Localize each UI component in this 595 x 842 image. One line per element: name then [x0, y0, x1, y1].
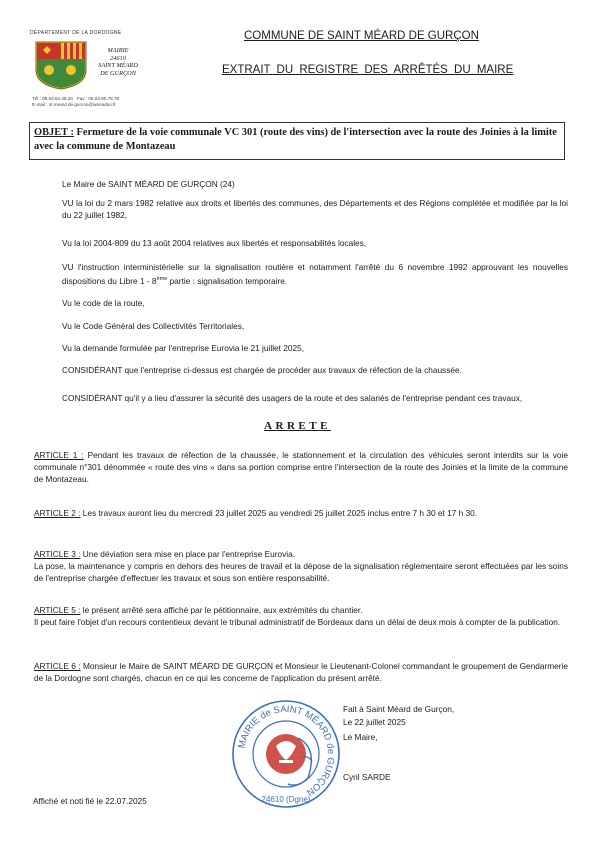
contact-info	[32, 96, 119, 108]
visa-paragraph: Vu le code de la route,	[62, 298, 145, 308]
article-label: ARTICLE 1 :	[34, 450, 84, 460]
article-text: La pose, la maintenance y compris en dehors des heures de travail et la dépose de la signalisation réglementaire seront effectuées par les soins de l'entreprise chargée d'effectuer les travaux et sous son entière responsabilité.	[34, 561, 568, 583]
visa-paragraph: Vu la demande formulée par l'entreprise Eurovia le 21 juillet 2025,	[62, 343, 305, 353]
article-text: Pendant les travaux de réfection de la chaussée, le stationnement et la circulation des véhicules seront interdits sur la voie communale n°301 dénommée « route des vins » dans sa portion comprise entre l'intersection de la route des Joinies et la limite de la commune de Montazeau.	[34, 450, 568, 484]
visa-text: partie : signalisation temporaire.	[167, 275, 288, 286]
signatory-name: Cyril SARDE	[343, 772, 391, 782]
subject-text: Fermeture de la voie communale VC 301 (route des vins) de l'intersection avec la route des Joinies à la limite avec la commune de Montazeau	[34, 127, 557, 152]
registry-extract-title: EXTRAIT DU REGISTRE DES ARRÊTÉS DU MAIRE	[222, 64, 514, 76]
article-5	[34, 604, 568, 628]
article-label: ARTICLE 3 :	[34, 549, 81, 559]
posting-notice: Affiché et noti fié le 22.07.2025	[33, 796, 147, 806]
signature-date: Le 22 juillet 2025	[343, 717, 406, 727]
considering-paragraph: CONSIDÉRANT que l'entreprise ci-dessus est chargée de procéder aux travaux de réfection de la chaussée.	[62, 365, 462, 375]
mairie-line: SAINT MÉARD	[98, 62, 138, 70]
article-text: Monsieur le Maire de SAINT MÉARD DE GURÇON et Monsieur le Lieutenant-Colonel commandant le groupement de Gendarmerie de la Dordogne sont chargés, chacun en ce qui les concerne de l'application du présent arrêté.	[34, 661, 569, 683]
signature-role: Le Maire,	[343, 732, 378, 742]
signature-place: Fait à Saint Méard de Gurçon,	[343, 704, 455, 714]
svg-text:MAIRIE de SAINT MÉARD de GURÇO: MAIRIE de SAINT MÉARD de GURÇON	[236, 703, 337, 798]
contact-phone: Tél : 05.53.82.49.20 · Fax : 05.53.80.78.78	[32, 96, 120, 101]
article-6	[34, 660, 568, 684]
visa-superscript: ème	[156, 276, 168, 282]
visa-paragraph	[62, 261, 568, 287]
mayor-line: Le Maire de SAINT MÉARD DE GURÇON (24)	[62, 179, 235, 189]
coat-of-arms-logo	[33, 40, 89, 90]
article-text: Une déviation sera mise en place par l'entreprise Eurovia.	[80, 549, 296, 559]
mairie-line: MAIRIE	[107, 47, 129, 54]
article-label: ARTICLE 5 :	[34, 605, 81, 615]
article-text: Les travaux auront lieu du mercredi 23 juillet 2025 au vendredi 25 juillet 2025 inclus entre 7 h 30 et 17 h 30.	[80, 508, 478, 518]
visa-paragraph: VU la loi du 2 mars 1982 relative aux droits et libertés des communes, des Départements et des Régions complétée et modifiée par la loi du 22 juillet 1982,	[62, 198, 568, 220]
mairie-address	[88, 47, 148, 77]
mairie-line: DE GURÇON	[100, 69, 136, 77]
article-label: ARTICLE 2 :	[34, 508, 81, 518]
svg-text:24610 (Dgne): 24610 (Dgne)	[261, 795, 311, 804]
arrete-heading: ARRETE	[264, 420, 331, 432]
visa-paragraph: Vu la loi 2004-809 du 13 août 2004 relatives aux libertés et responsabilités locales,	[62, 238, 367, 248]
visa-text: VU l'instruction interministérielle sur la signalisation routière et notamment l'arrêté du 6 novembre 1992 approuvant les nouvelles dispositions du Libre 1 - 8	[62, 262, 568, 286]
article-label: ARTICLE 6 :	[34, 661, 81, 671]
subject-box	[29, 122, 565, 160]
subject-label: OBJET :	[34, 127, 74, 138]
visa-paragraph: Vu le Code Général des Collectivités Territoriales,	[62, 321, 245, 331]
article-2	[34, 507, 568, 519]
article-text: le présent arrêté sera affiché par le pétitionnaire, aux extrémités du chantier.	[80, 605, 363, 615]
mayor-stamp	[230, 698, 342, 810]
considering-paragraph: CONSIDÉRANT qu'il y a lieu d'assurer la sécurité des usagers de la route et des salariés de l'entreprise pendant ces travaux,	[62, 393, 523, 403]
article-3	[34, 548, 568, 584]
department-label: DÉPARTEMENT DE LA DORDOGNE	[30, 30, 122, 36]
commune-title: COMMUNE DE SAINT MÉARD DE GURÇON	[244, 30, 479, 42]
contact-email: E-mail : st.meard.de.gurcon@wanadoo.fr	[32, 102, 116, 107]
article-text: Il peut faire l'objet d'un recours contentieux devant le tribunal administratif de Bordeaux dans un délai de deux mois à compter de la publication.	[34, 617, 561, 627]
article-1	[34, 449, 568, 485]
mairie-line: 24610	[110, 54, 126, 62]
